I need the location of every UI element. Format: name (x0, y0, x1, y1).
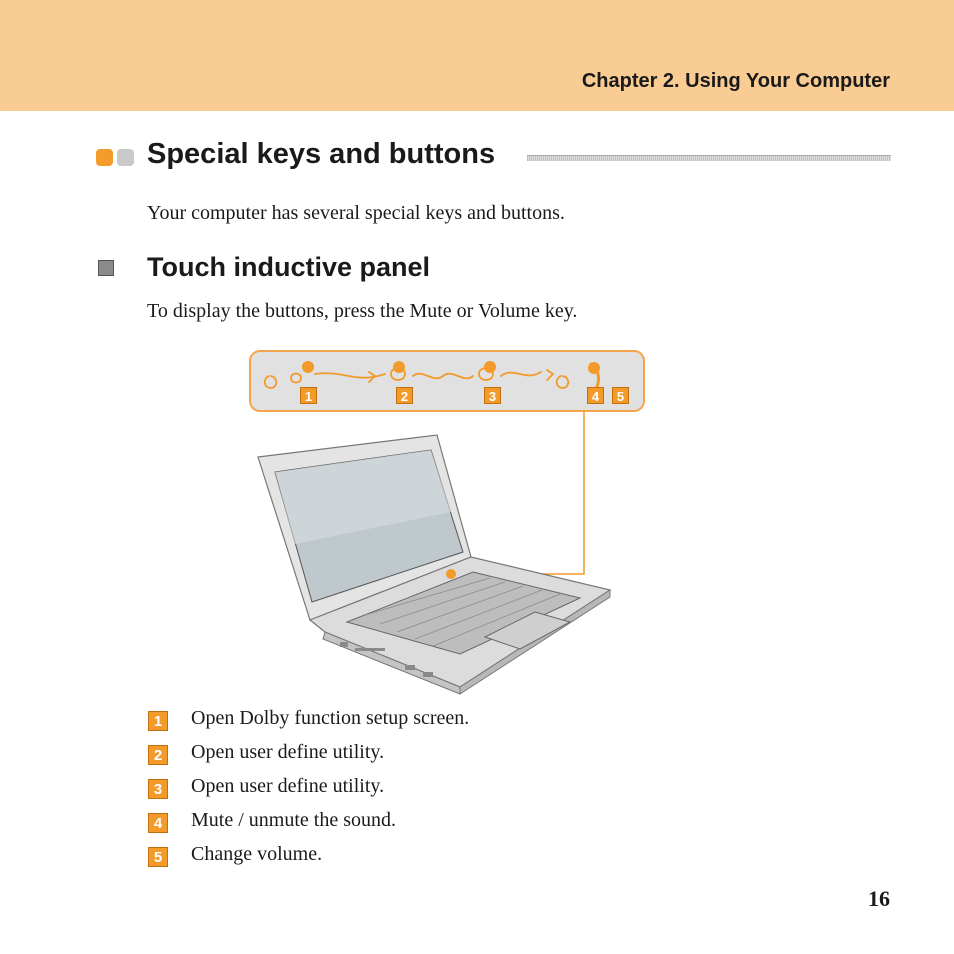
subsection-heading: Touch inductive panel (147, 252, 431, 282)
legend-badge-3: 3 (148, 779, 168, 799)
legend-text-1: Open Dolby function setup screen. (191, 707, 470, 729)
panel-badge-5: 5 (612, 387, 629, 404)
panel-badge-2: 2 (396, 387, 413, 404)
legend-text-2: Open user define utility. (191, 741, 385, 763)
chapter-title: Chapter 2. Using Your Computer (581, 70, 890, 92)
legend-badge-1: 1 (148, 711, 168, 731)
panel-badge-4: 4 (587, 387, 604, 404)
legend-badge-4: 4 (148, 813, 168, 833)
section-heading: Special keys and buttons (147, 138, 496, 170)
legend-badge-5: 5 (148, 847, 168, 867)
panel-badge-3: 3 (484, 387, 501, 404)
legend-badge-2: 2 (148, 745, 168, 765)
legend-text-4: Mute / unmute the sound. (191, 809, 396, 831)
legend-text-5: Change volume. (191, 843, 323, 865)
section-intro: Your computer has several special keys and buttons. (147, 202, 565, 224)
panel-badge-1: 1 (300, 387, 317, 404)
legend-text-3: Open user define utility. (191, 775, 385, 797)
page-number: 16 (868, 886, 890, 911)
instruction-text: To display the buttons, press the Mute or Volume key. (147, 300, 578, 322)
laptop-illustration-icon (255, 432, 615, 697)
